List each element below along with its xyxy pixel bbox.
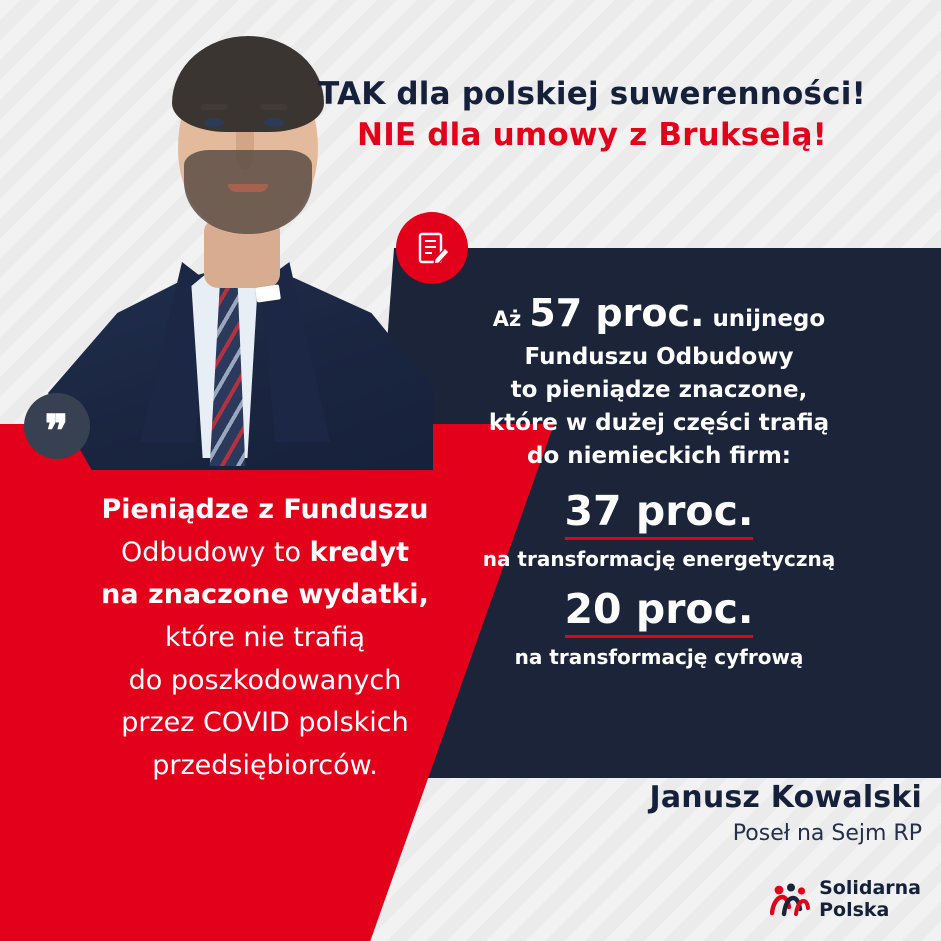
portrait-eyebrow-left	[200, 104, 228, 110]
headline-line-2: NIE dla umowy z Brukselą!	[357, 116, 827, 153]
quote-line-3: na znaczone wydatki,	[101, 579, 429, 611]
stats-lead-line-2: Funduszu Odbudowy	[524, 343, 794, 370]
signature-role: Poseł na Sejm RP	[732, 821, 922, 846]
stats-lead-prefix: Aż	[492, 307, 522, 331]
solidarna-polska-logo	[770, 878, 921, 921]
quote-line-4: które nie trafią	[164, 621, 366, 653]
portrait-mouth	[228, 184, 268, 192]
signature-name: Janusz Kowalski	[649, 780, 922, 815]
solidarna-polska-people-icon	[770, 883, 810, 917]
headline	[262, 74, 922, 156]
logo-line-2: Polska	[819, 898, 890, 921]
quote-line-1: Pieniądze z Funduszu	[101, 494, 429, 525]
stats-lead-line-5: do niemieckich firm:	[527, 443, 791, 470]
quote-glyph: ❞	[44, 406, 70, 457]
quote-line-2-thin: Odbudowy to	[120, 536, 310, 568]
portrait-eye-left	[204, 118, 224, 127]
quote-line-2-bold: kredyt	[309, 536, 410, 568]
stats-lead-line-3: to pieniądze znaczone,	[510, 376, 808, 403]
quote-text-block	[10, 489, 520, 788]
portrait-beard	[184, 150, 312, 234]
stat-value-digital: 20 proc.	[565, 587, 754, 638]
stats-lead	[404, 286, 914, 473]
logo-line-1: Solidarna	[819, 877, 921, 900]
logo-text	[819, 878, 921, 921]
stat-value-energy: 37 proc.	[565, 489, 754, 540]
headline-line-1: TAK dla polskiej suwerenności!	[318, 76, 866, 112]
quotation-mark-icon	[24, 393, 90, 459]
quote-line-6: przez COVID polskich	[121, 707, 409, 739]
pencil-note-icon	[396, 212, 468, 284]
quote-line-2	[10, 532, 520, 575]
stat-label-digital: na transformację cyfrową	[514, 644, 804, 669]
stat-label-energy: na transformację energetyczną	[482, 547, 836, 572]
politician-portrait-photo	[28, 0, 448, 470]
stats-lead-suffix: unijnego	[712, 306, 826, 332]
stats-lead-percent: 57 proc.	[529, 291, 705, 335]
quote-line-5: do poszkodowanych	[128, 664, 402, 696]
signature-block	[540, 780, 922, 846]
quote-line-7: przedsiębiorców.	[152, 749, 378, 781]
stats-lead-line-4: które w dużej części trafią	[488, 409, 830, 436]
